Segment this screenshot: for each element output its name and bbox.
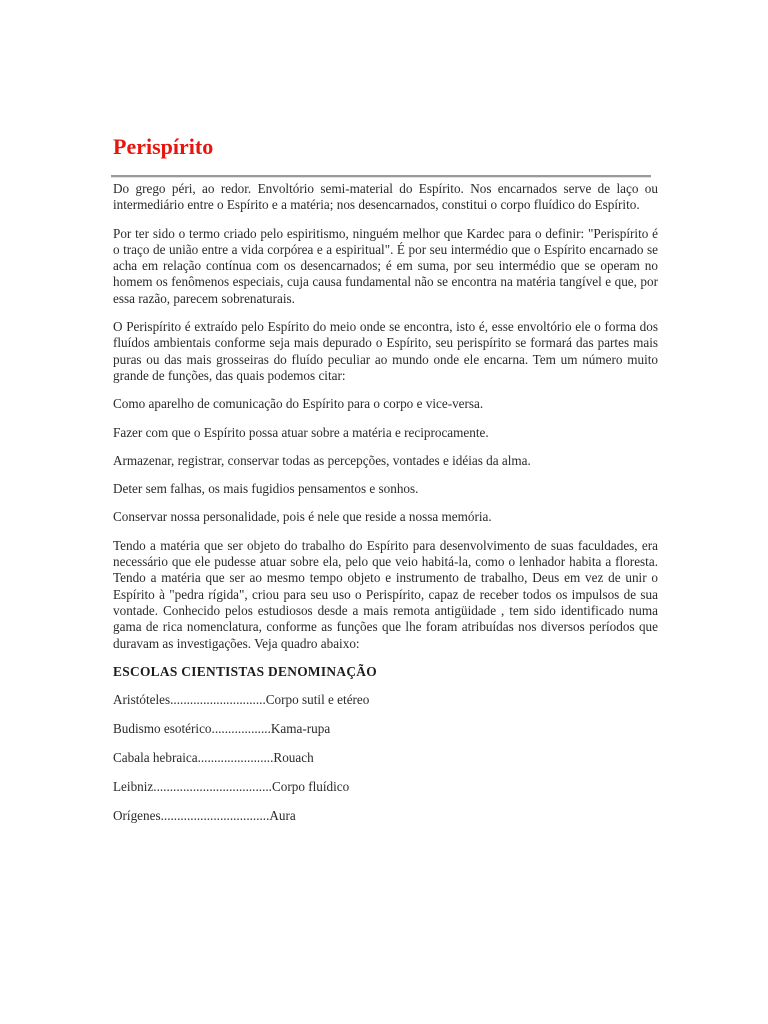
table-row: Budismo esotérico..................Kama-rupa	[113, 721, 331, 737]
function-item: Conservar nossa personalidade, pois é nele que reside a nossa memória.	[113, 509, 492, 525]
nomenclature-table	[113, 692, 658, 824]
table-row: Aristóteles.............................Corpo sutil e etéreo	[113, 692, 370, 708]
page-title: Perispírito	[113, 134, 214, 159]
function-item: Armazenar, registrar, conservar todas as percepções, vontades e idéias da alma.	[113, 452, 531, 468]
table-row: Orígenes.................................Aura	[113, 808, 296, 824]
paragraph-definition: Do grego péri, ao redor. Envoltório semi-material do Espírito. Nos encarnados serve de laço ou intermediário entre o Espírito e a matéria; nos desencarnados, constitui o corpo fluídico do Espírito.	[113, 181, 658, 213]
function-item: Fazer com que o Espírito possa atuar sobre a matéria e reciprocamente.	[113, 424, 489, 440]
table-row: Leibniz....................................Corpo fluídico	[113, 779, 350, 795]
function-item: Como aparelho de comunicação do Espírito para o corpo e vice-versa.	[113, 396, 484, 412]
table-row: Cabala hebraica.......................Rouach	[113, 750, 314, 766]
title-divider	[111, 175, 651, 178]
paragraph-history: Tendo a matéria que ser objeto do trabalho do Espírito para desenvolvimento de suas faculdades, era necessário que ele pudesse atuar sobre ela, pelo que veio habitá-la, como o lenhador habita a floresta. Tendo a matéria que ser ao mesmo tempo objeto e instrumento de trabalho, Deus em vez de unir o Espírito à "pedra rígida", criou para seu uso o Perispírito, capaz de receber todos os impulsos de sua vontade. Conhecido pelos estudiosos desde a mais remota antigüidade , tem sido identificado numa gama de rica nomenclatura, conforme as funções que lhe foram atribuídas nos diversos períodos que duravam as investigações. Veja quadro abaixo:	[113, 537, 658, 651]
function-item: Deter sem falhas, os mais fugidios pensamentos e sonhos.	[113, 481, 419, 497]
paragraph-formation: O Perispírito é extraído pelo Espírito do meio onde se encontra, isto é, esse envoltório ele o forma dos fluídos ambientais conforme seja mais depurado o Espírito, seu perispírito se formará das partes mais puras ou das mais grosseiras do fluído peculiar ao mundo onde ele encarna. Tem um número muito grande de funções, das quais podemos citar:	[113, 319, 658, 383]
table-heading: ESCOLAS CIENTISTAS DENOMINAÇÃO	[113, 663, 377, 679]
paragraph-kardec: Por ter sido o termo criado pelo espiritismo, ninguém melhor que Kardec para o definir: "Perispírito é o traço de união entre a vida corpórea e a espiritual". É por seu intermédio que o Espírito encarnado se acha em relação contínua com os desencarnados; é em suma, por seu intermédio que se operam no homem os fenômenos especiais, cuja causa fundamental não se encontra na matéria tangível e que, por essa razão, parecem sobrenaturais.	[113, 225, 658, 306]
document-body	[113, 181, 658, 837]
